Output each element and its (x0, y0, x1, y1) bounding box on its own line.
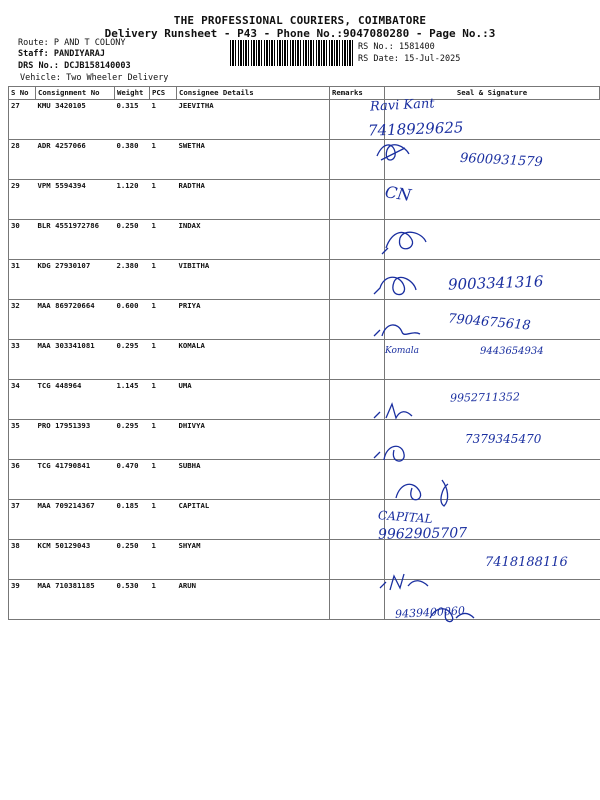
consignee-cell: SHYAM (177, 540, 330, 580)
remarks-cell (330, 580, 385, 620)
sno-cell: 37 (9, 500, 36, 540)
consignment-cell: PRO 17951393 (36, 420, 115, 460)
sno-cell: 34 (9, 380, 36, 420)
vehicle-value: Two Wheeler Delivery (66, 73, 169, 83)
drs-line (18, 61, 131, 71)
pen-scribble (372, 400, 432, 432)
pcs-cell: 1 (150, 300, 177, 340)
pcs-cell: 1 (150, 260, 177, 300)
col-signature: Seal & Signature (385, 87, 600, 100)
pen-stroke (374, 277, 416, 294)
remarks-cell (330, 500, 385, 540)
pcs-cell: 1 (150, 580, 177, 620)
pen-scribble (378, 570, 438, 602)
weight-cell: 0.380 (115, 140, 150, 180)
weight-cell: 0.250 (115, 540, 150, 580)
weight-cell: 0.600 (115, 300, 150, 340)
handwritten-signature: Komala (385, 346, 420, 356)
weight-cell: 0.250 (115, 220, 150, 260)
sno-cell: 32 (9, 300, 36, 340)
consignee-cell: INDAX (177, 220, 330, 260)
consignment-cell: KMU 3420105 (36, 100, 115, 140)
table-row (9, 500, 600, 540)
weight-cell: 0.315 (115, 100, 150, 140)
sno-cell: 27 (9, 100, 36, 140)
consignment-cell: KDG 27930107 (36, 260, 115, 300)
handwritten-signature: CN (383, 182, 413, 205)
sno-cell: 36 (9, 460, 36, 500)
pen-stroke (374, 404, 412, 418)
route-label: Route: (18, 38, 49, 48)
consignment-cell: TCG 448964 (36, 380, 115, 420)
handwritten-signature: 9600931579 (459, 150, 544, 171)
consignment-cell: ADR 4257066 (36, 140, 115, 180)
handwritten-signature: 9443654934 (480, 346, 544, 357)
handwritten-signature: 9952711352 (449, 390, 521, 405)
staff-value: PANDIYARAJ (53, 49, 106, 59)
consignment-cell: MAA 710381185 (36, 580, 115, 620)
sno-cell: 35 (9, 420, 36, 460)
pen-stroke (374, 446, 404, 461)
vehicle-line (20, 73, 168, 83)
consignee-cell: JEEVITHA (177, 100, 330, 140)
sno-cell: 38 (9, 540, 36, 580)
drs-value: DCJB158140003 (64, 61, 131, 71)
consignee-cell: VIBITHA (177, 260, 330, 300)
table-row (9, 220, 600, 260)
pen-stroke (396, 480, 448, 506)
col-consignee: Consignee Details (177, 87, 330, 100)
rs-date-label: RS Date: (358, 54, 399, 64)
pen-scribble (392, 478, 452, 510)
company-title: THE PROFESSIONAL COURIERS, COIMBATORE (173, 14, 427, 27)
weight-cell: 0.295 (115, 420, 150, 460)
consignment-cell: MAA 869720664 (36, 300, 115, 340)
handwritten-signature: CAPITAL (377, 508, 434, 526)
weight-cell: 0.185 (115, 500, 150, 540)
consignment-cell: TCG 41790841 (36, 460, 115, 500)
consignee-cell: DHIVYA (177, 420, 330, 460)
consignee-cell: UMA (177, 380, 330, 420)
sno-cell: 30 (9, 220, 36, 260)
consignee-cell: PRIYA (177, 300, 330, 340)
rs-no-line (358, 42, 435, 52)
col-weight: Weight (115, 87, 150, 100)
route-value: P AND T COLONY (53, 38, 126, 48)
table-row (9, 580, 600, 620)
pen-scribble (372, 318, 432, 350)
pcs-cell: 1 (150, 340, 177, 380)
handwritten-signature: Ravi Kant (369, 96, 435, 115)
route-line (18, 38, 126, 48)
pcs-cell: 1 (150, 180, 177, 220)
remarks-cell (330, 220, 385, 260)
pen-stroke (382, 232, 426, 254)
rs-no-label: RS No.: (358, 42, 394, 52)
col-consignment: Consignment No (36, 87, 115, 100)
table-header-row (9, 87, 600, 100)
runsheet-title: Delivery Runsheet - P43 - Phone No.:9047080280 - Page No.:3 (104, 27, 496, 40)
handwritten-signature: 9439400060 (394, 604, 466, 621)
weight-cell: 0.295 (115, 340, 150, 380)
consignment-cell: BLR 4551972786 (36, 220, 115, 260)
consignee-cell: SWETHA (177, 140, 330, 180)
col-sno: S No (9, 87, 36, 100)
pen-scribble (382, 228, 442, 260)
barcode (230, 40, 354, 66)
consignment-cell: VPM 5594394 (36, 180, 115, 220)
handwritten-signature: 7904675618 (447, 311, 532, 334)
pen-stroke (377, 145, 409, 160)
pen-scribble (375, 142, 435, 174)
rs-date-value: 15-Jul-2025 (404, 54, 461, 64)
consignment-cell: KCM 50129043 (36, 540, 115, 580)
consignee-cell: KOMALA (177, 340, 330, 380)
remarks-cell (330, 180, 385, 220)
signature-cell (385, 180, 600, 220)
pen-scribble (372, 272, 432, 304)
pcs-cell: 1 (150, 380, 177, 420)
table-row (9, 180, 600, 220)
weight-cell: 0.530 (115, 580, 150, 620)
weight-cell: 0.470 (115, 460, 150, 500)
table-row (9, 460, 600, 500)
rs-date-line (358, 54, 460, 64)
handwritten-signature: 7418929625 (367, 118, 464, 140)
pcs-cell: 1 (150, 460, 177, 500)
staff-label: Staff: (18, 49, 49, 59)
pcs-cell: 1 (150, 140, 177, 180)
consignment-cell: MAA 303341081 (36, 340, 115, 380)
weight-cell: 2.380 (115, 260, 150, 300)
sno-cell: 31 (9, 260, 36, 300)
consignee-cell: CAPITAL (177, 500, 330, 540)
sno-cell: 28 (9, 140, 36, 180)
pen-scribble (372, 440, 432, 472)
sno-cell: 33 (9, 340, 36, 380)
remarks-cell (330, 540, 385, 580)
pcs-cell: 1 (150, 500, 177, 540)
drs-label: DRS No.: (18, 61, 59, 71)
pcs-cell: 1 (150, 220, 177, 260)
pen-stroke (430, 609, 474, 622)
vehicle-label: Vehicle: (20, 73, 61, 83)
handwritten-signature: 9003341316 (447, 272, 544, 294)
pcs-cell: 1 (150, 100, 177, 140)
table-row (9, 100, 600, 140)
sno-cell: 39 (9, 580, 36, 620)
handwritten-signature: 7418188116 (485, 555, 568, 570)
col-pcs: PCS (150, 87, 177, 100)
pen-scribble (428, 604, 488, 636)
consignee-cell: RADTHA (177, 180, 330, 220)
consignee-cell: ARUN (177, 580, 330, 620)
weight-cell: 1.145 (115, 380, 150, 420)
handwritten-signature: 9962905707 (377, 525, 468, 543)
weight-cell: 1.120 (115, 180, 150, 220)
pen-stroke (380, 574, 428, 590)
pen-stroke (374, 325, 420, 336)
pcs-cell: 1 (150, 420, 177, 460)
handwritten-signature: 7379345470 (465, 432, 542, 446)
consignment-cell: MAA 709214367 (36, 500, 115, 540)
consignee-cell: SUBHA (177, 460, 330, 500)
sno-cell: 29 (9, 180, 36, 220)
staff-line (18, 49, 105, 59)
pcs-cell: 1 (150, 540, 177, 580)
rs-no-value: 1581400 (398, 42, 435, 52)
col-remarks: Remarks (330, 87, 385, 100)
